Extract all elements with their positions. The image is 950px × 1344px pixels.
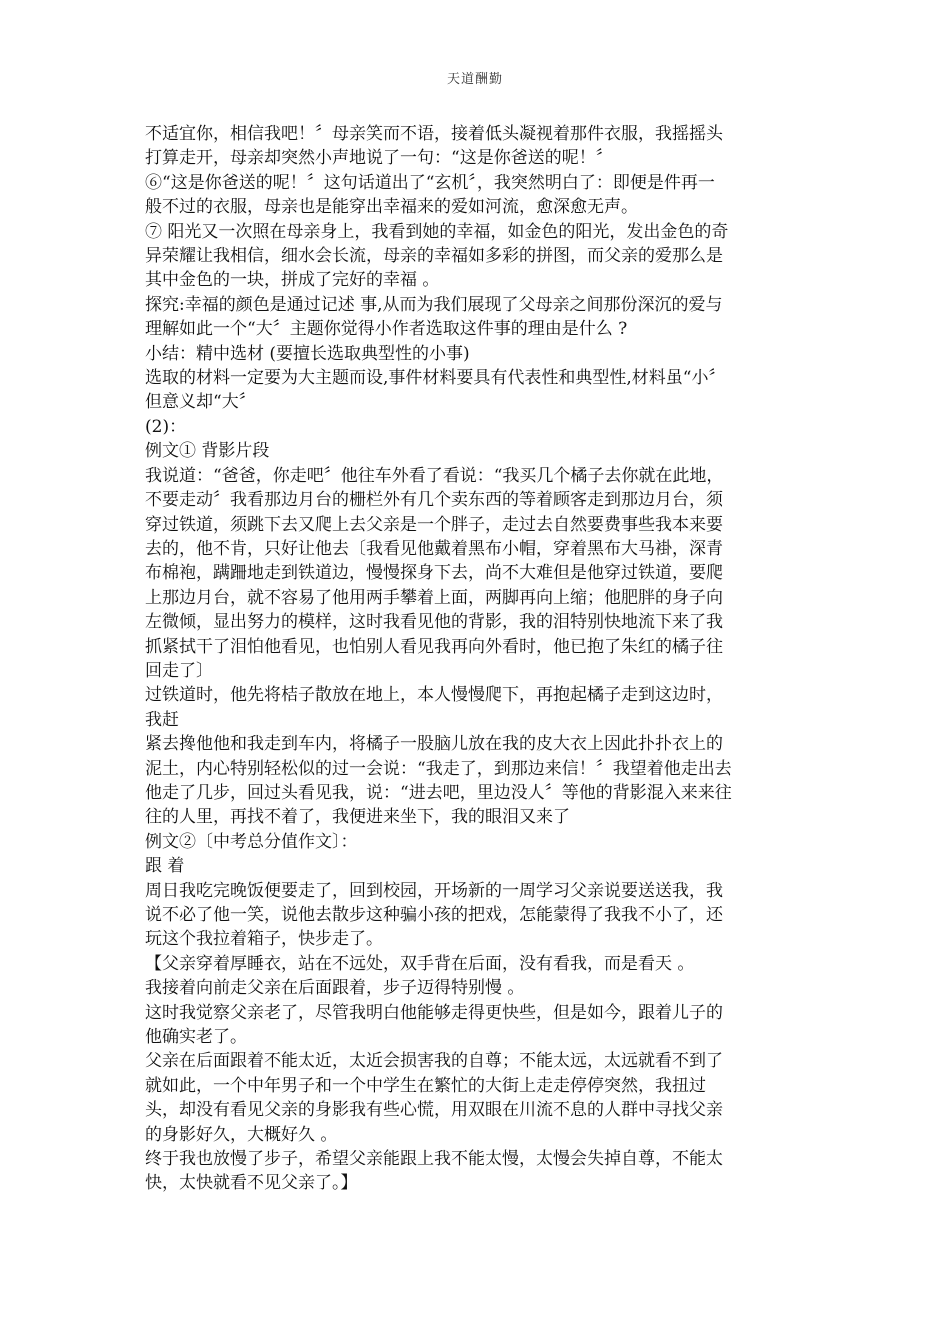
text-line: 般不过的衣服，母亲也是能穿出幸福来的爱如河流，愈深愈无声。 <box>145 197 638 218</box>
text-line: 我接着向前走父亲在后面跟着，步子迈得特别慢 。 <box>145 978 525 999</box>
text-line: 上那边月台，就不容易了他用两手攀着上面，两脚再向上缩；他肥胖的身子向 <box>145 587 723 608</box>
text-line: 打算走开，母亲却突然小声地说了一句：“这是你爸送的呢！〞 <box>145 148 613 169</box>
text-line: (2)： <box>145 416 187 437</box>
text-line: 回走了〕 <box>145 660 213 681</box>
text-line: 的身影好久，大概好久 。 <box>145 1124 338 1145</box>
text-line: 去的，他不肯，只好让他去〔我看见他戴着黑布小帽，穿着黑布大马褂，深青 <box>145 538 723 559</box>
text-line: 左微倾，显出努力的模样，这时我看见他的背影，我的泪特别快地流下来了我 <box>145 612 723 633</box>
text-line: 其中金色的一块，拼成了完好的幸福 。 <box>145 270 440 291</box>
text-line: 选取的材料一定要为大主题而设,事件材料要具有代表性和典型性,材料虽“小〞 <box>145 368 726 389</box>
text-line: 头，却没有看见父亲的身影我有些心慌，用双眼在川流不息的人群中寻找父亲 <box>145 1100 723 1121</box>
text-line: 穿过铁道，须跳下去又爬上去父亲是一个胖子，走过去自然要费事些我本来要 <box>145 514 723 535</box>
text-line: 我说道：“爸爸，你走吧〞他往车外看了看说：“我买几个橘子去你就在此地， <box>145 465 724 486</box>
text-line: 小结：精中选材 (要擅长选取典型性的小事) <box>145 343 470 364</box>
text-line: 【父亲穿着厚睡衣，站在不远处，双手背在后面，没有看我，而是看天 。 <box>145 953 695 974</box>
document-body <box>145 122 810 1196</box>
text-line: 但意义却“大〞 <box>145 392 256 413</box>
text-line: 紧去搀他他和我走到车内，将橘子一股脑儿放在我的皮大衣上因此扑扑衣上的 <box>145 734 723 755</box>
text-line: 泥土，内心特别轻松似的过一会说：“我走了，到那边来信！〞我望着他走出去 <box>145 758 732 779</box>
text-line: ⑥“这是你爸送的呢！〞这句话道出了“玄机〞，我突然明白了：即便是件再一 <box>145 172 715 193</box>
text-line: 不适宜你，相信我吧！〞母亲笑而不语，接着低头凝视着那件衣服，我摇摇头 <box>145 124 723 144</box>
text-line: 不要走动〞我看那边月台的栅栏外有几个卖东西的等着顾客走到那边月台，须 <box>145 490 723 511</box>
text-line: 父亲在后面跟着不能太近，太近会损害我的自尊；不能太远，太远就看不到了 <box>145 1051 723 1072</box>
page-header: 天道酬勤 <box>446 72 503 87</box>
text-line: 他走了几步，回过头看见我，说：“进去吧，里边没人〞等他的背影混入来来往 <box>145 782 732 803</box>
text-line: 周日我吃完晚饭便要走了，回到校园，开场新的一周学习父亲说要送送我，我 <box>145 880 723 901</box>
text-line: 快，太快就看不见父亲了。】 <box>145 1173 358 1194</box>
text-line: 我赶 <box>145 709 179 730</box>
text-line: 过铁道时，他先将桔子散放在地上，本人慢慢爬下，再抱起橘子走到这边时， <box>145 685 723 706</box>
text-line: 说不必了他一笑，说他去散步这种骗小孩的把戏，怎能蒙得了我我不小了，还 <box>145 905 723 925</box>
text-line: 布棉袍，蹒跚地走到铁道边，慢慢探身下去，尚不大难但是他穿过铁道，要爬 <box>145 563 723 584</box>
text-line: ⑦ 阳光又一次照在母亲身上，我看到她的幸福，如金色的阳光，发出金色的奇 <box>145 221 729 242</box>
text-line: 就如此，一个中年男子和一个中学生在繁忙的大街上走走停停突然，我扭过 <box>145 1075 706 1096</box>
text-line: 玩这个我拉着箱子，快步走了。 <box>145 929 383 950</box>
text-line: 跟 着 <box>145 856 185 877</box>
text-line: 理解如此一个“大〞主题你觉得小作者选取这件事的理由是什么 ? <box>145 319 628 340</box>
text-line: 抓紧拭干了泪怕他看见，也怕别人看见我再向外看时，他已抱了朱红的橘子往 <box>145 636 723 657</box>
text-line: 终于我也放慢了步子，希望父亲能跟上我不能太慢，太慢会失掉自尊，不能太 <box>145 1149 723 1170</box>
text-line: 例文②〔中考总分值作文〕： <box>145 831 358 852</box>
text-line: 他确实老了。 <box>145 1027 247 1048</box>
text-line: 往的人里，再找不着了，我便进来坐下，我的眼泪又来了 <box>145 807 570 828</box>
text-line: 这时我觉察父亲老了，尽管我明白他能够走得更快些，但是如今，跟着儿子的 <box>145 1002 723 1023</box>
text-line: 例文① 背影片段 <box>145 441 270 462</box>
text-line: 探究:幸福的颜色是通过记述 事,从而为我们展现了父母亲之间那份深沉的爱与 <box>145 294 723 315</box>
text-line: 异荣耀让我相信，细水会长流，母亲的幸福如多彩的拼图，而父亲的爱那么是 <box>145 246 723 267</box>
